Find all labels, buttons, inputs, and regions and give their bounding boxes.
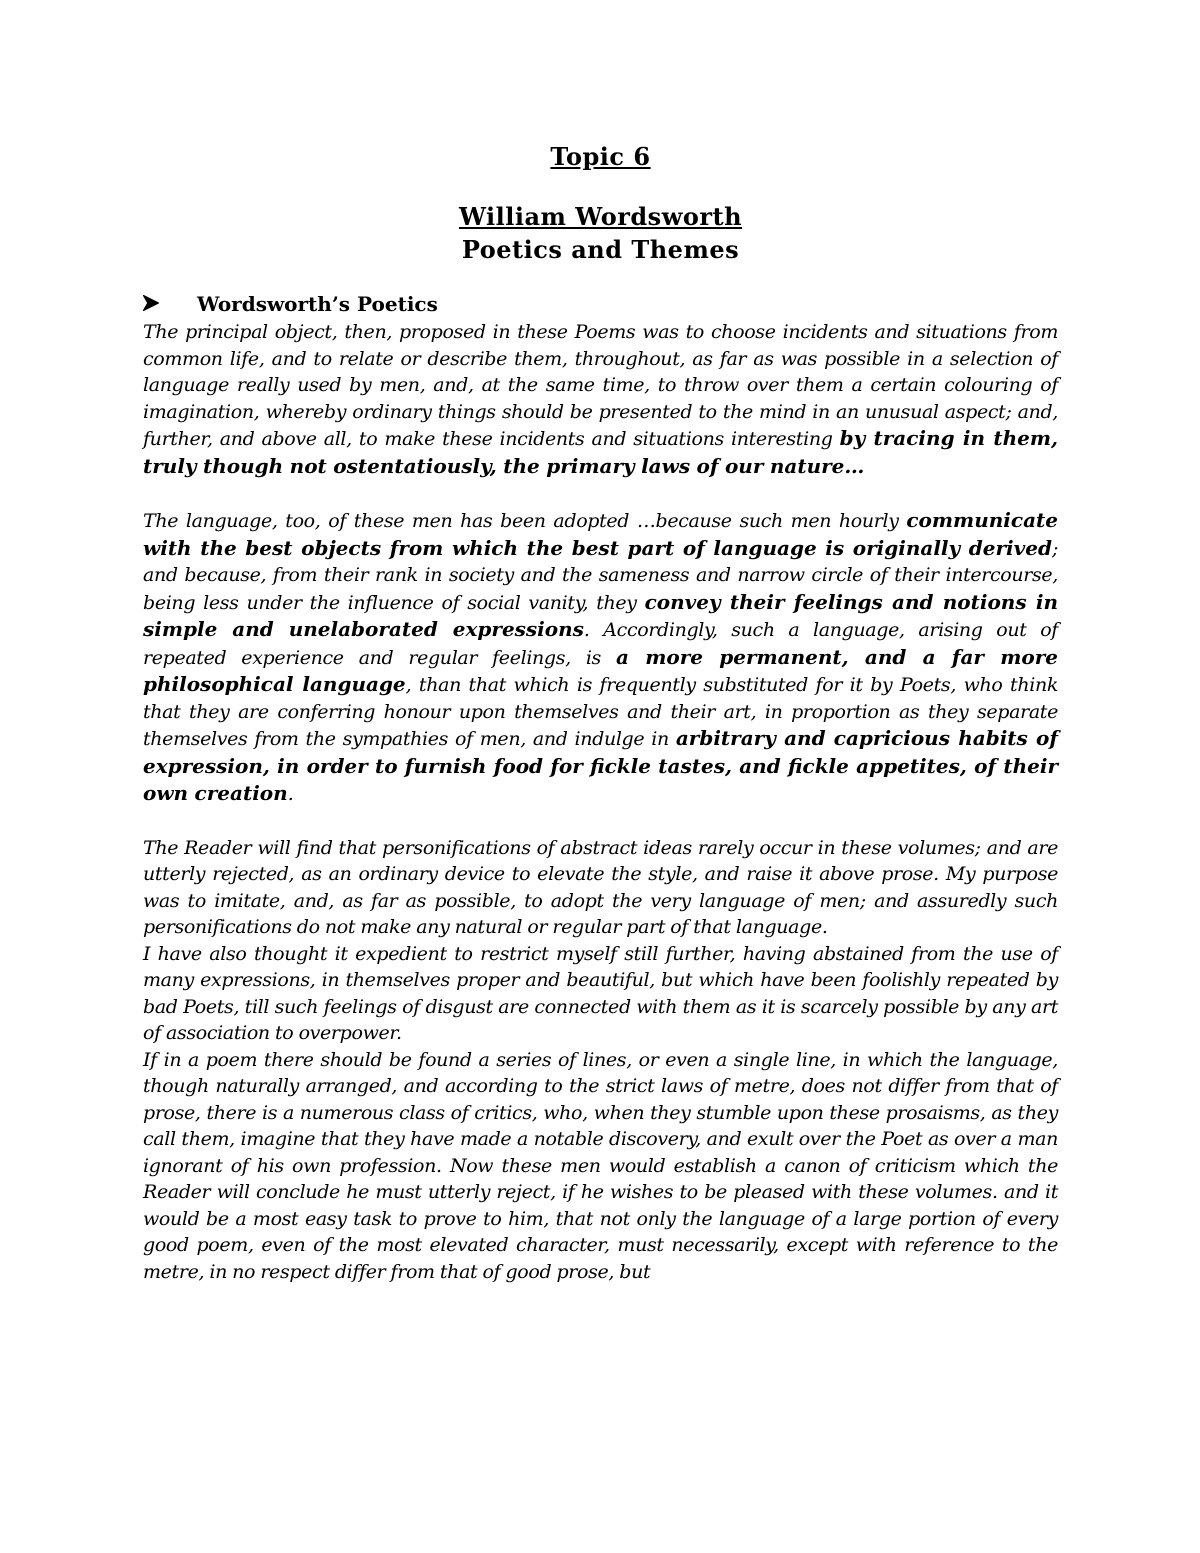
paragraph-text: I have also thought it expedient to restrict myself still further, having abstained from the use of many expressions, in themselves proper and beautiful, but which have been foolishly repeated by bad Poets, till such feelings of disgust are connected with them as it is scarcely possible by any art of association to overpower.	[143, 942, 1058, 1044]
emphasis-text: convey their feelings and notions in simple and unelaborated expressions	[143, 589, 1058, 641]
arrowhead-bullet-icon-glyph	[143, 295, 159, 311]
emphasis-text: communicate with the best objects from which the best part of language is originally derived	[143, 508, 1058, 560]
arrowhead-bullet-icon	[143, 292, 197, 319]
section-heading-text: Wordsworth’s Poetics	[197, 292, 438, 316]
paragraph-text: The language, too, of these men has been adopted …because such men hourly	[143, 510, 907, 532]
emphasis-text: arbitrary and capricious habits of expression, in order to furnish food for fickle tastes, and fickle appetites, of their own creation	[143, 726, 1058, 805]
paragraph-text: . Accordingly, such a language, arising out of repeated experience and regular feelings, is	[143, 619, 1058, 669]
section-heading	[143, 291, 1058, 319]
paragraph-text: , than that which is frequently substituted for it by Poets, who think that they are conferring honour upon themselves and their art, in proportion as they separate themselves from the sympathies of men, and indulge in	[143, 674, 1059, 750]
paragraph-personifications	[143, 835, 1058, 941]
document-page	[143, 140, 1058, 1285]
paragraph-principal-object	[143, 319, 1058, 480]
paragraph-text: ; and because, from their rank in society and the sameness and narrow circle of their intercourse, being less under the influence of social vanity, they	[143, 537, 1058, 614]
topic-heading: Topic 6	[550, 142, 651, 171]
emphasis-text: by tracing in them, truly though not ostentatiously, the primary laws of our nature…	[143, 426, 1058, 478]
paragraph-restrict-myself	[143, 941, 1058, 1047]
paragraph-text: .	[287, 783, 294, 805]
paragraph-text: If in a poem there should be found a series of lines, or even a single line, in which the language, though naturally arranged, and according to the strict laws of metre, does not differ from that of prose, there is a numerous class of critics, who, when they stumble upon these prosaisms, as they call them, imagine that they have made a notable discovery, and exult over the Poet as over a man ignorant of his own profession. Now these men would establish a canon of criticism which the Reader will conclude he must utterly reject, if he wishes to be pleased with these volumes. and it would be a most easy task to prove to him, that not only the language of a large portion of every good poem, even of the most elevated character, must necessarily, except with reference to the metre, in no respect differ from that of good prose, but	[143, 1048, 1058, 1283]
author-heading: William Wordsworth	[458, 202, 743, 231]
paragraph-prosaisms	[143, 1047, 1058, 1286]
paragraph-text: The principal object, then, proposed in these Poems was to choose incidents and situations from common life, and to relate or describe them, throughout, as far as was possible in a selection of language really used by men, and, at the same time, to throw over them a certain colouring of imagination, whereby ordinary things should be presented to the mind in an unusual aspect; and, further, and above all, to make these incidents and situations interesting	[143, 321, 1058, 450]
paragraph-language-of-men	[143, 507, 1058, 808]
subtitle-heading: Poetics and Themes	[461, 235, 740, 264]
emphasis-text: a more permanent, and a far more philosophical language	[143, 644, 1058, 696]
paragraph-text: The Reader will find that personifications of abstract ideas rarely occur in these volumes; and are utterly rejected, as an ordinary device to elevate the style, and raise it above prose. My purpose was to imitate, and, as far as possible, to adopt the very language of men; and assuredly such personifications do not make any natural or regular part of that language.	[143, 836, 1058, 938]
